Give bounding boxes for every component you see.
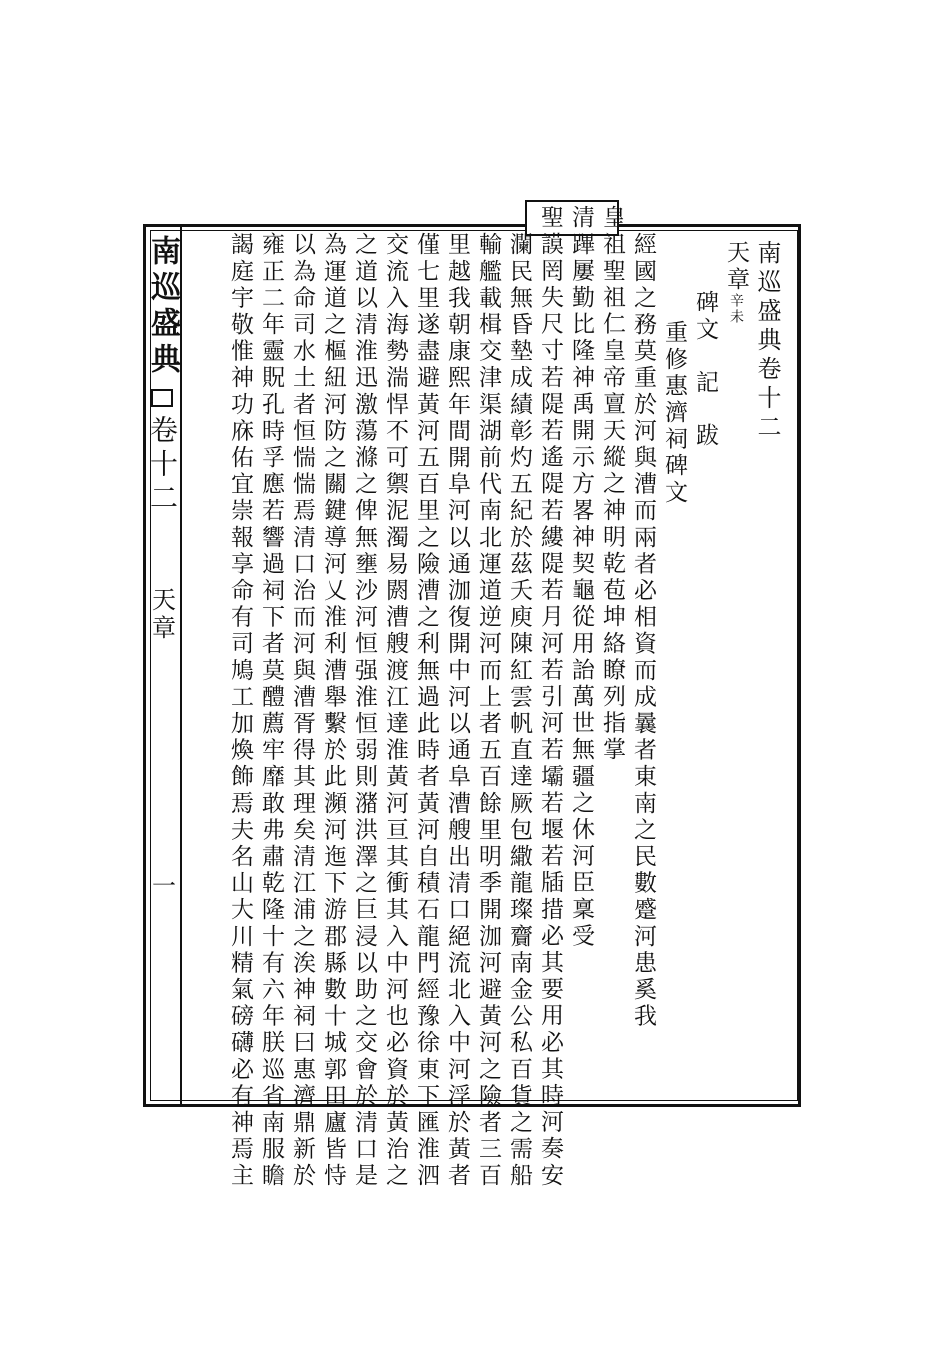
margin-book-title: 南巡盛典: [145, 235, 180, 379]
piece-title: 重修惠濟祠碑文: [661, 320, 687, 507]
text-column: 雍正二年靈貺孔時孚應若響過祠下者莫醴薦牢靡敢弗肅乾隆十有六年朕巡省南服瞻: [258, 232, 284, 1190]
text-column: 以為命司水土者恒惴惴焉清口治而河與漕胥得其理矣清江浦之涘神祠曰惠濟鼎新於: [289, 232, 315, 1190]
text-column: 為運道之樞紐河防之關鍵導河乂淮利漕舉繫於此瀕河迤下游郡縣數十城郭田廬皆恃: [320, 232, 346, 1190]
category-label: 天章: [723, 240, 749, 294]
text-column: 瀾民無昏墊成績彰灼五紀於茲夭庾陳紅雲帆直達厥包繖龍璨齎南金公私百貨之需船: [506, 232, 532, 1190]
fishtail-mark: [151, 389, 173, 407]
margin-page-number: 一: [147, 873, 176, 897]
category-note: 辛未: [728, 293, 744, 326]
margin-section: 天章: [147, 587, 176, 643]
page-margin: [145, 235, 179, 1095]
text-column: 皇祖聖祖仁皇帝亶天縱之神明乾苞坤絡瞭列指掌: [599, 205, 625, 764]
margin-volume: 卷十二: [146, 415, 179, 517]
text-column: 謁庭宇敬惟神功庥佑宜崇報享命有司鳩工加煥飾焉夫名山大川精氣磅礴必有神焉主: [227, 232, 253, 1190]
text-column: 清蹕屢勤比隆神禹開示方畧神契龜從用詒萬世無疆之休河臣稟受: [568, 205, 594, 950]
text-column: 輸艦載楫交津渠湖前代南北運道逆河而上者五百餘里明季開泇河避黃河之險者三百: [475, 232, 501, 1190]
text-column: 里越我朝康熙年間開阜河以通泇復開中河以通阜漕艘出清口絕流北入中河浮於黃者: [444, 232, 470, 1190]
text-column: 聖謨罔失尺寸若隄若遙隄若縷隄若月河若引河若壩若堰若牐措必其要用必其時河奏安: [537, 205, 563, 1190]
category-heading: [721, 240, 751, 325]
book-volume-heading: 南巡盛典卷十二: [753, 240, 781, 443]
text-column: 僅七里遂盡避黃河五百里之險漕之利無過此時者黃河自積石龍門經豫徐東下匯淮泗: [413, 232, 439, 1190]
text-column: 交流入海勢湍悍不可禦泥濁易閼漕艘渡江達淮黃河亘其衝其入中河也必資於黃治之: [382, 232, 408, 1190]
text-column: 之道以清淮迅激蕩滌之俾無壅沙河恒强淮恒弱則潴洪澤之巨浸以助之交會於清口是: [351, 232, 377, 1190]
subcategory-heading: 碑文 記 跋: [692, 290, 718, 450]
text-column: 經國之務莫重於河與漕而兩者必相資而成曩者東南之民數蹙河患奚我: [630, 232, 656, 1030]
